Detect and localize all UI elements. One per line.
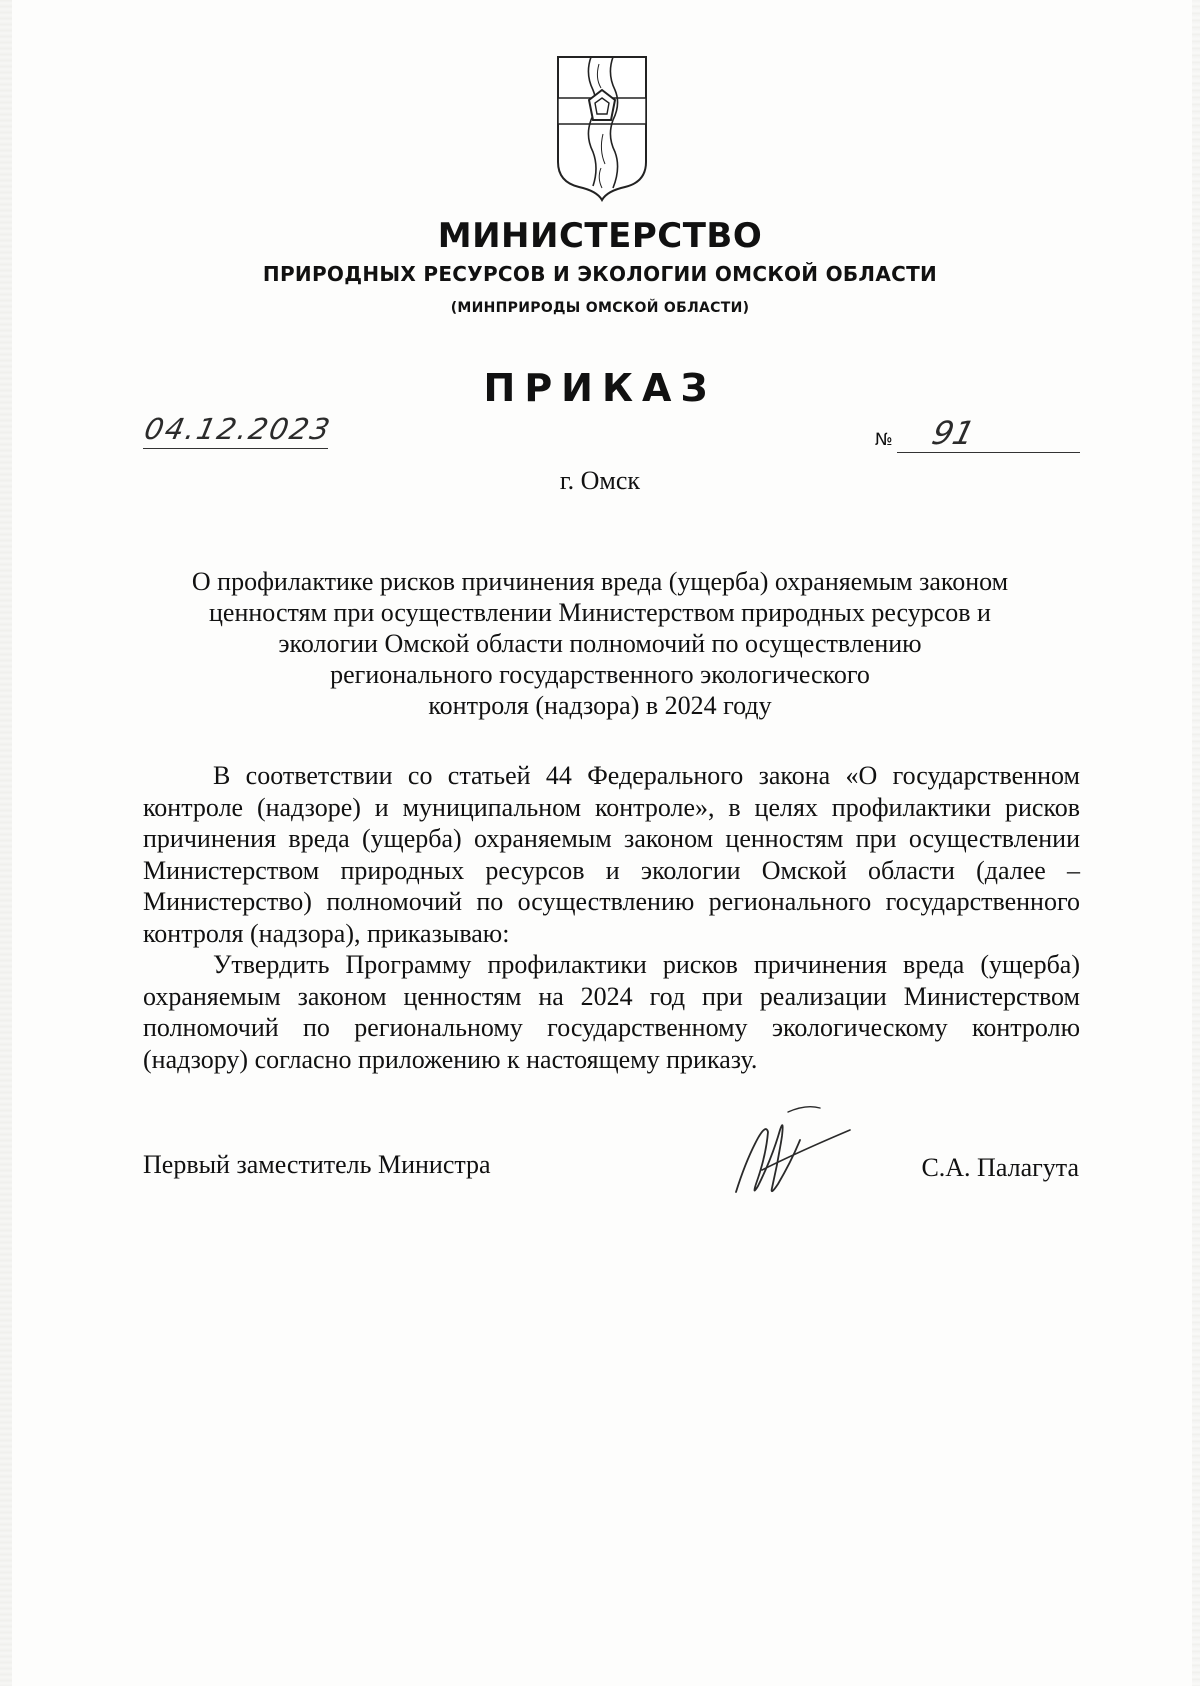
document-type: ПРИКАЗ [483,366,717,410]
signer-name: С.А. Палагута [921,1153,1079,1182]
number-field [897,416,1080,453]
date-field [141,412,335,449]
document-body [143,760,1080,1075]
city: г. Омск [559,466,641,495]
signer-position: Первый заместитель Министра [143,1150,491,1179]
body-paragraph: В соответствии со статьей 44 Федерального закона «О государственном контроле (надзоре) и муниципальном контроле», в целях профилактики рисков причинения вреда (ущерба) охраняемым законом ценностям при осуществлении Министерством природных ресурсов и экологии Омской области (далее – Министерство) полномочий по осуществлению регионального государственного контроля (надзора), приказываю: [143,761,1080,948]
handwritten-signature [728,1100,858,1200]
number-value: 91 [928,414,979,452]
coat-of-arms-emblem [555,54,649,202]
ministry-title: МИНИСТЕРСТВО [437,216,763,256]
subject-line: О профилактике рисков причинения вреда (ущерба) охраняемым законом [191,567,1009,596]
subject-line: экологии Омской области полномочий по осуществлению [278,629,922,658]
body-paragraph: Утвердить Программу профилактики рисков причинения вреда (ущерба) охраняемым законом ценностям на 2024 год при реализации Министерством полномочий по региональному государственному экологическому контролю (надзору) согласно приложению к настоящему приказу. [143,950,1080,1074]
ministry-full-name: ПРИРОДНЫХ РЕСУРСОВ И ЭКОЛОГИИ ОМСКОЙ ОБЛАСТИ [262,262,938,286]
document-subject [150,566,1050,721]
subject-line: контроля (надзора) в 2024 году [428,691,772,720]
subject-line: ценностям при осуществлении Министерством природных ресурсов и [209,598,991,627]
date-value: 04.12.2023 [141,412,335,446]
ministry-abbreviation: (МИНПРИРОДЫ ОМСКОЙ ОБЛАСТИ) [450,300,750,316]
subject-line: регионального государственного экологического [330,660,870,689]
number-label: № [875,430,893,450]
